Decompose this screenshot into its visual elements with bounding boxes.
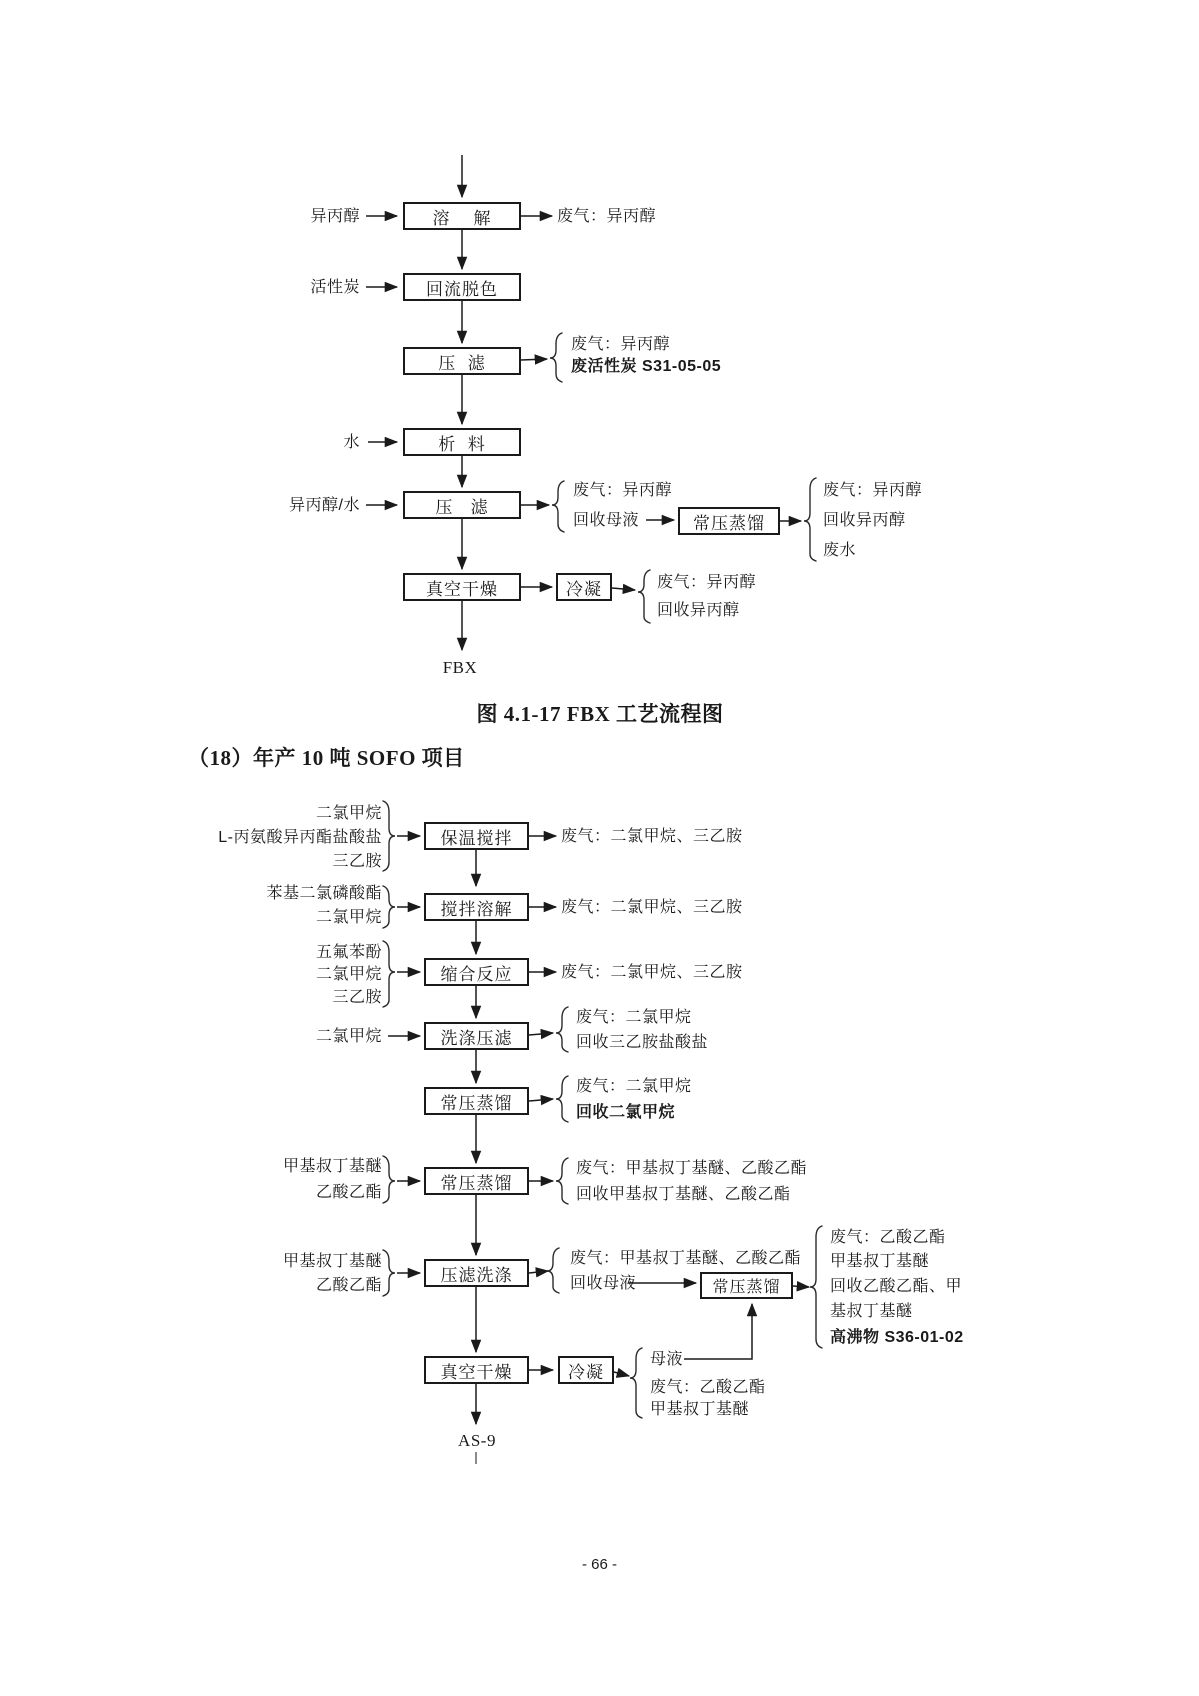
section-heading: （18）年产 10 吨 SOFO 项目 bbox=[188, 746, 465, 770]
fig2-b3-offgas: 废气：二氯甲烷、三乙胺 bbox=[561, 964, 743, 981]
fig2-b8-offgas-mtbe: 甲基叔丁基醚 bbox=[650, 1401, 750, 1418]
fig2-b10-high-boilers: 高沸物 S36-01-02 bbox=[830, 1329, 964, 1346]
fig2-b5-recovered-dcm: 回收二氯甲烷 bbox=[576, 1104, 676, 1121]
fig2-box-atmospheric-distill-3: 常压蒸馏 bbox=[700, 1272, 793, 1299]
fig2-input-l-alanine-isopropyl-ester-hcl: L-丙氨酸异丙酯盐酸盐 bbox=[218, 829, 382, 846]
fig2-b7-mother-liquor: 回收母液 bbox=[570, 1275, 637, 1292]
fig2-b1-offgas: 废气：二氯甲烷、三乙胺 bbox=[561, 828, 743, 845]
fig1-dissolve-offgas: 废气：异丙醇 bbox=[557, 208, 657, 225]
figure1-caption: 图 4.1-17 FBX 工艺流程图 bbox=[476, 702, 724, 726]
fig1-press2-offgas: 废气：异丙醇 bbox=[573, 482, 673, 499]
fig2-b6-recovered-solvents: 回收甲基叔丁基醚、乙酸乙酯 bbox=[576, 1186, 791, 1203]
fig2-b10-offgas-mtbe: 甲基叔丁基醚 bbox=[830, 1253, 930, 1270]
fig2-b5-offgas: 废气：二氯甲烷 bbox=[576, 1078, 692, 1095]
fig2-product-as9: AS-9 bbox=[458, 1431, 496, 1450]
fig2-box-wash-press-filter: 洗涤压滤 bbox=[424, 1022, 529, 1050]
fig2-b6-offgas: 废气：甲基叔丁基醚、乙酸乙酯 bbox=[576, 1160, 808, 1177]
fig2-box-condensation-reaction: 缩合反应 bbox=[424, 958, 529, 986]
fig2-b7-offgas: 废气：甲基叔丁基醚、乙酸乙酯 bbox=[570, 1250, 802, 1267]
fig1-box-condense: 冷凝 bbox=[556, 573, 612, 601]
fig2-b8-mother-liquor: 母液 bbox=[650, 1351, 684, 1368]
fig2-input-triethylamine-2: 三乙胺 bbox=[332, 989, 382, 1006]
fig1-condense-offgas: 废气：异丙醇 bbox=[657, 574, 757, 591]
fig2-input-ethyl-acetate-2: 乙酸乙酯 bbox=[315, 1277, 382, 1294]
fig2-input-dcm-1: 二氯甲烷 bbox=[315, 805, 382, 822]
fig2-b4-recovered-tea-hcl: 回收三乙胺盐酸盐 bbox=[576, 1034, 709, 1051]
fig2-input-dcm-3: 二氯甲烷 bbox=[315, 966, 382, 983]
fig2-b2-offgas: 废气：二氯甲烷、三乙胺 bbox=[561, 899, 743, 916]
fig2-b4-offgas: 废气：二氯甲烷 bbox=[576, 1009, 692, 1026]
fig1-distill-offgas: 废气：异丙醇 bbox=[823, 482, 923, 499]
fig2-b10-offgas-ea: 废气：乙酸乙酯 bbox=[830, 1229, 946, 1246]
fig2-b10-recovered-line1: 回收乙酸乙酯、甲 bbox=[830, 1278, 963, 1295]
fig1-input-activated-carbon: 活性炭 bbox=[310, 279, 360, 296]
fig2-input-pentafluorophenol: 五氟苯酚 bbox=[315, 944, 382, 961]
fig2-box-press-filter-wash: 压滤洗涤 bbox=[424, 1259, 529, 1287]
fig1-product-fbx: FBX bbox=[442, 658, 478, 677]
fig1-box-vacuum-dry: 真空干燥 bbox=[403, 573, 521, 601]
fig2-box-warm-stir: 保温搅拌 bbox=[424, 822, 529, 850]
fig1-box-dissolve: 溶 解 bbox=[403, 202, 521, 230]
fig1-box-press-filter-2: 压 滤 bbox=[403, 491, 521, 519]
cursor-mark bbox=[475, 1452, 477, 1464]
fig2-box-atmospheric-distill-2: 常压蒸馏 bbox=[424, 1167, 529, 1195]
fig1-box-crystallize: 析 料 bbox=[403, 428, 521, 456]
fig2-input-ethyl-acetate-1: 乙酸乙酯 bbox=[315, 1184, 382, 1201]
fig1-input-isopropanol: 异丙醇 bbox=[310, 208, 360, 225]
fig1-box-press-filter-1: 压 滤 bbox=[403, 347, 521, 375]
fig1-press1-offgas: 废气：异丙醇 bbox=[571, 336, 671, 353]
fig1-distill-recovered-ipa: 回收异丙醇 bbox=[823, 512, 906, 529]
fig2-b8-offgas-ea: 废气：乙酸乙酯 bbox=[650, 1379, 766, 1396]
fig2-b10-recovered-line2: 基叔丁基醚 bbox=[830, 1303, 913, 1320]
fig1-press1-spent-carbon: 废活性炭 S31-05-05 bbox=[571, 358, 722, 375]
fig1-input-water: 水 bbox=[343, 434, 360, 451]
fig2-input-dcm-4: 二氯甲烷 bbox=[315, 1028, 382, 1045]
fig2-box-condense: 冷凝 bbox=[558, 1356, 614, 1384]
fig1-condense-recovered-ipa: 回收异丙醇 bbox=[657, 602, 740, 619]
fig2-box-vacuum-dry: 真空干燥 bbox=[424, 1356, 529, 1384]
fig1-distill-wastewater: 废水 bbox=[823, 542, 857, 559]
fig2-input-mtbe-2: 甲基叔丁基醚 bbox=[282, 1253, 382, 1270]
fig2-input-dcm-2: 二氯甲烷 bbox=[315, 909, 382, 926]
fig1-box-atmospheric-distill: 常压蒸馏 bbox=[678, 507, 780, 535]
fig1-input-ipa-water: 异丙醇/水 bbox=[289, 497, 360, 514]
page-number: - 66 - bbox=[581, 1556, 617, 1573]
fig2-box-stir-dissolve: 搅拌溶解 bbox=[424, 893, 529, 921]
fig1-press2-mother-liquor: 回收母液 bbox=[573, 512, 640, 529]
fig2-box-atmospheric-distill-1: 常压蒸馏 bbox=[424, 1087, 529, 1115]
fig1-box-reflux-decolor: 回流脱色 bbox=[403, 273, 521, 301]
fig2-input-mtbe-1: 甲基叔丁基醚 bbox=[282, 1158, 382, 1175]
fig2-input-triethylamine-1: 三乙胺 bbox=[332, 853, 382, 870]
fig2-input-phenyl-dichlorophosphate: 苯基二氯磷酸酯 bbox=[266, 885, 382, 902]
